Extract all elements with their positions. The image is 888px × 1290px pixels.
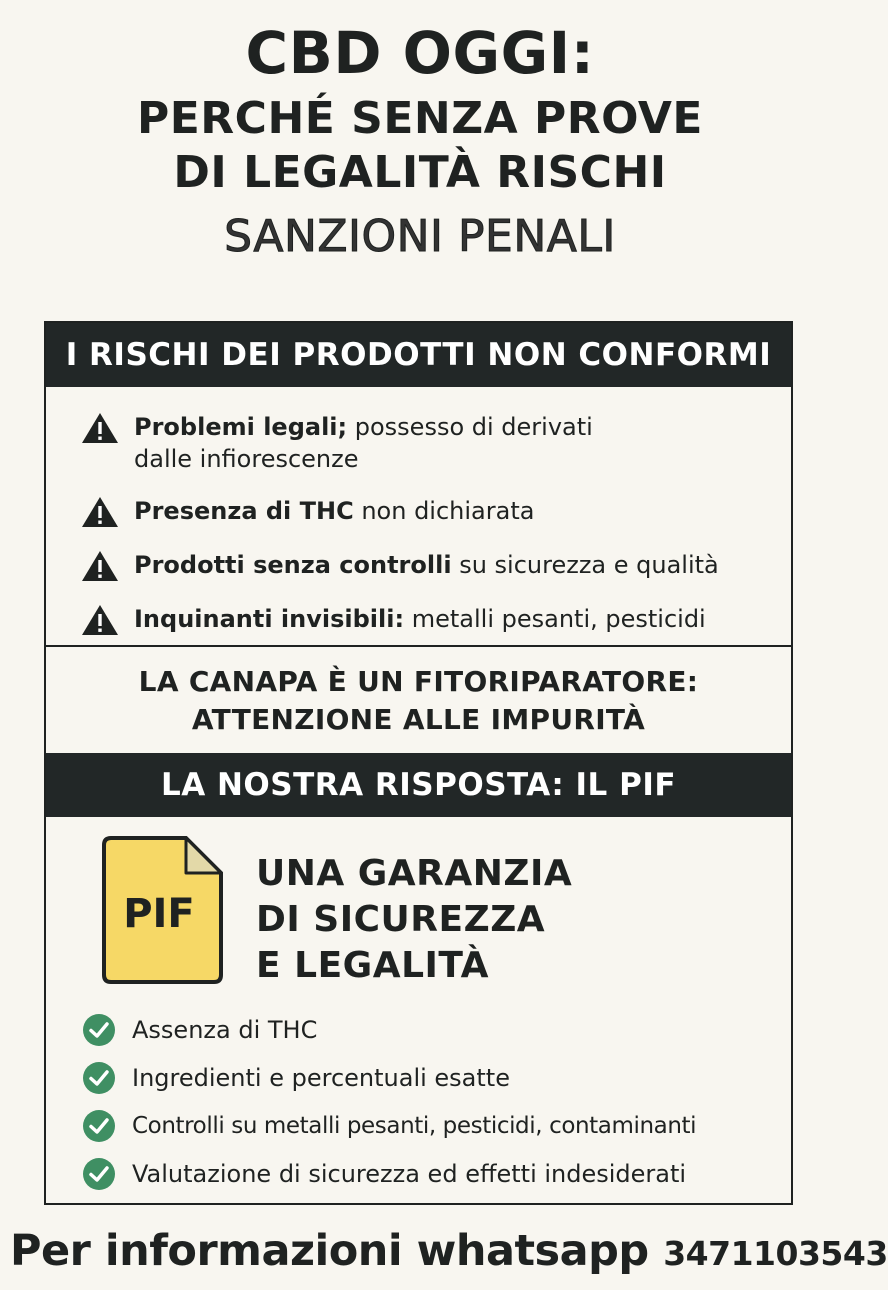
canapa-line-2: ATTENZIONE ALLE IMPURITÀ — [191, 703, 646, 736]
garanzia-line-3: E LEGALITÀ — [256, 945, 490, 986]
risk-text: Presenza di THC non dichiarata — [134, 497, 535, 525]
risks-list — [46, 387, 791, 647]
title-line-3: DI LEGALITÀ RISCHI — [173, 147, 667, 198]
title-line-1: CBD OGGI: — [245, 19, 595, 87]
risk-text: Prodotti senza controlli su sicurezza e qualità — [134, 551, 719, 579]
check-text: Valutazione di sicurezza ed effetti indesiderati — [132, 1160, 687, 1188]
pif-doc-label: PIF — [123, 891, 195, 937]
check-circle-icon — [82, 1061, 116, 1095]
risk-item — [80, 411, 791, 475]
check-text: Ingredienti e percentuali esatte — [132, 1064, 510, 1092]
check-circle-icon — [82, 1109, 116, 1143]
canapa-notice — [46, 647, 791, 753]
check-circle-icon — [82, 1157, 116, 1191]
title-line-2: PERCHÉ SENZA PROVE — [137, 93, 703, 144]
check-item — [82, 1006, 791, 1054]
warning-icon — [80, 495, 120, 529]
canapa-line-1: LA CANAPA È UN FITORIPARATORE: — [138, 665, 699, 698]
checks-list — [46, 1002, 791, 1198]
check-text: Controlli su metalli pesanti, pesticidi, contaminanti — [132, 1113, 697, 1139]
header — [0, 19, 840, 264]
footer-contact — [10, 1226, 888, 1276]
risk-item — [80, 603, 791, 637]
check-text: Assenza di THC — [132, 1016, 318, 1044]
pif-title-bar: LA NOSTRA RISPOSTA: IL PIF — [46, 753, 791, 817]
pif-guarantee — [46, 817, 791, 1002]
garanzia-line-1: UNA GARANZIA — [256, 853, 573, 894]
pif-document-icon — [100, 835, 224, 985]
warning-icon — [80, 603, 120, 637]
warning-icon — [80, 549, 120, 583]
check-item — [82, 1054, 791, 1102]
risk-text: Problemi legali; possesso di derivati dalle infiorescenze — [134, 413, 593, 473]
risk-text: Inquinanti invisibili: metalli pesanti, pesticidi — [134, 605, 706, 633]
title-line-4: SANZIONI PENALI — [224, 211, 616, 262]
warning-icon — [80, 411, 120, 445]
garanzia-line-2: DI SICUREZZA — [256, 899, 546, 940]
info-panel — [44, 321, 793, 1205]
risk-item — [80, 495, 791, 529]
whatsapp-number[interactable]: 3471103543 — [663, 1234, 888, 1273]
check-circle-icon — [82, 1013, 116, 1047]
risks-title-bar: I RISCHI DEI PRODOTTI NON CONFORMI — [46, 323, 791, 387]
pif-guarantee-text — [256, 851, 572, 989]
check-item — [82, 1102, 791, 1150]
risk-item — [80, 549, 791, 583]
footer-label: Per informazioni whatsapp — [10, 1226, 649, 1276]
check-item — [82, 1150, 791, 1198]
